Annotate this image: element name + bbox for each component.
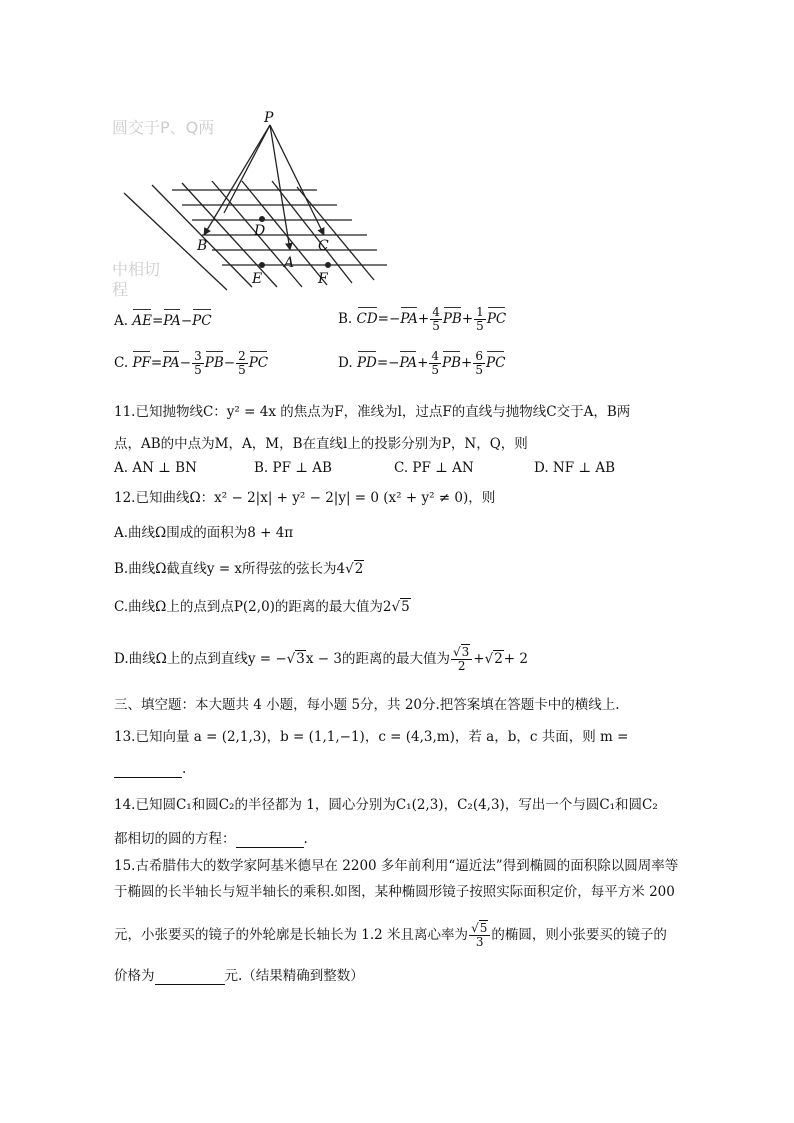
q10-option-c [114,350,268,377]
equals-sign: =− [376,355,400,371]
q11-option-c: C. PF ⊥ AN [394,460,474,476]
option-text: D.曲线Ω上的点到直线y = − [114,651,287,667]
denominator: 5 [238,363,246,377]
q15-stem-line4 [114,967,364,985]
denominator: 5 [194,363,202,377]
section-3-header: 三、填空题：本大题共 4 小题，每小题 5分，共 20分.把答案填在答题卡中的横线上. [114,697,620,713]
radicand: 2 [494,651,503,667]
vector-pb: PB [442,311,462,327]
fraction [429,350,441,377]
bg-scan-text-2: 中相切 [112,260,161,279]
sqrt-sign: √ [391,599,401,615]
numerator: √3 [451,646,472,660]
q12-stem: 12.已知曲线Ω：x² − 2|x| + y² − 2|y| = 0 (x² + y² ≠ 0)，则 [114,490,496,506]
vector-ae: AE [132,313,152,329]
radicand: 3 [296,651,305,667]
q12-option-d [114,646,528,673]
vector-pa: PA [162,355,180,371]
vector-cd: CD [356,311,378,327]
option-letter: A. [114,313,129,329]
fraction [474,306,486,333]
fraction [469,922,490,949]
q10-option-b [338,306,506,333]
period: . [182,761,187,777]
label-b: B [197,238,208,254]
vector-pc: PC [486,311,507,327]
sqrt-sign: √ [484,651,494,667]
sqrt-sign: √ [286,651,296,667]
point-f [325,262,331,268]
minus-sign: − [223,355,236,371]
vector-pc: PC [248,355,269,371]
q15-stem-line1: 15.古希腊伟大的数学家阿基米德早在 2200 多年前利用“逼近法”得到椭圆的面积除以圆周率等 [114,858,679,874]
plus-sign: + [417,311,430,327]
q15-stem-line2: 于椭圆的长半轴长与短半轴长的乘积.如图，某种椭圆形镜子按照实际面积定价，每平方米 200 [114,884,675,900]
q11-option-a: A. AN ⊥ BN [114,460,197,476]
stem-text: 的椭圆，则小张要买的镜子的 [491,927,667,943]
q15-stem-line3 [114,922,667,949]
point-e [259,262,265,268]
fraction [192,350,204,377]
radicand: 5 [479,921,488,935]
denominator: 5 [475,363,483,377]
q13-answer-line [114,760,186,778]
q12-option-a: A.曲线Ω围成的面积为8 + 4π [114,525,294,541]
vector-pc: PC [486,355,506,371]
numerator: 6 [475,349,483,363]
q14-stem-line1: 14.已知圆C₁和圆C₂的半径都为 1，圆心分别为C₁(2,3)，C₂(4,3)，写出一个与圆C₁和圆C₂ [114,797,658,813]
point-d [259,216,265,222]
numerator: 3 [194,349,202,363]
vector-grid-figure [112,95,402,303]
numerator: 1 [476,305,484,319]
vector-pa: PA [400,311,418,327]
option-text: B.曲线Ω截直线y = x所得弦的弦长为4 [114,561,346,577]
option-letter: B. [338,311,353,327]
denominator: 2 [457,659,466,673]
vector-pa: PA [163,313,181,329]
plus-sign: + [461,311,474,327]
equals-sign: =− [377,311,401,327]
q11-option-d: D. NF ⊥ AB [534,460,616,476]
numerator: 2 [238,349,246,363]
sqrt-sign: √ [345,561,354,577]
answer-blank[interactable] [236,833,304,848]
vector-pb: PB [442,355,462,371]
equals-sign: = [150,355,163,371]
option-text: C.曲线Ω上的点到点P(2,0)的距离的最大值为2 [114,599,392,615]
period: . [303,831,308,847]
fraction [473,350,485,377]
option-letter: D. [338,355,353,371]
answer-blank[interactable] [114,763,182,778]
numerator: 4 [432,305,440,319]
vector-pc: PC [192,313,212,329]
q11-option-b: B. PF ⊥ AB [254,460,332,476]
answer-blank[interactable] [155,970,225,985]
label-e: E [252,271,263,287]
radicand: 2 [354,561,364,577]
q11-stem-line1: 11.已知抛物线C：y² = 4x 的焦点为F，准线为l，过点F的直线与抛物线C交于A，B两 [114,404,631,420]
q11-stem-line2: 点，AB的中点为M，A，M，B在直线l上的投影分别为P，N，Q，则 [114,436,528,452]
plus-sign: + [417,355,429,371]
bg-scan-text-3: 程 [112,280,129,299]
option-text: x − 3的距离的最大值为 [305,651,450,667]
label-f: F [318,271,328,287]
stem-text: 元.（结果精确到整数） [224,968,364,984]
vector-pb: PB [204,355,224,371]
denominator: 3 [475,935,484,949]
option-letter: C. [114,355,129,371]
vector-pd: PD [356,355,377,371]
radicand: 5 [401,599,410,615]
minus-sign: − [179,355,192,371]
label-p: P [264,110,274,126]
stem-text: 元，小张要买的镜子的外轮廓是长轴长为 1.2 米且离心率为 [114,927,469,943]
denominator: 5 [431,363,440,377]
q10-option-d [338,350,505,377]
q10-option-a [114,312,212,330]
denominator: 5 [432,319,440,333]
option-text: + 2 [503,651,528,667]
label-d: D [254,223,266,239]
equals-sign: = [151,313,164,329]
stem-text: 都相切的圆的方程： [114,831,236,847]
vector-pf: PF [132,355,151,371]
bg-scan-text: 圆交于P、Q两 [112,118,215,137]
q12-option-c [114,598,411,616]
denominator: 5 [476,319,484,333]
radicand: 3 [461,645,470,659]
label-c: C [318,238,329,254]
vector-pa: PA [399,355,418,371]
stem-text: 价格为 [114,968,155,984]
numerator: √5 [469,922,490,936]
label-a: A [284,255,295,271]
fraction [430,306,442,333]
q13-stem: 13.已知向量 a = (2,1,3)，b = (1,1,−1)，c = (4,3,m)，若 a，b，c 共面，则 m = [114,729,629,745]
numerator: 4 [431,349,440,363]
minus-sign: − [180,313,193,329]
fraction [236,350,248,377]
q14-stem-line2 [114,830,308,848]
fraction [451,646,472,673]
q12-option-b [114,560,364,578]
plus-sign: + [473,651,485,667]
plus-sign: + [461,355,473,371]
